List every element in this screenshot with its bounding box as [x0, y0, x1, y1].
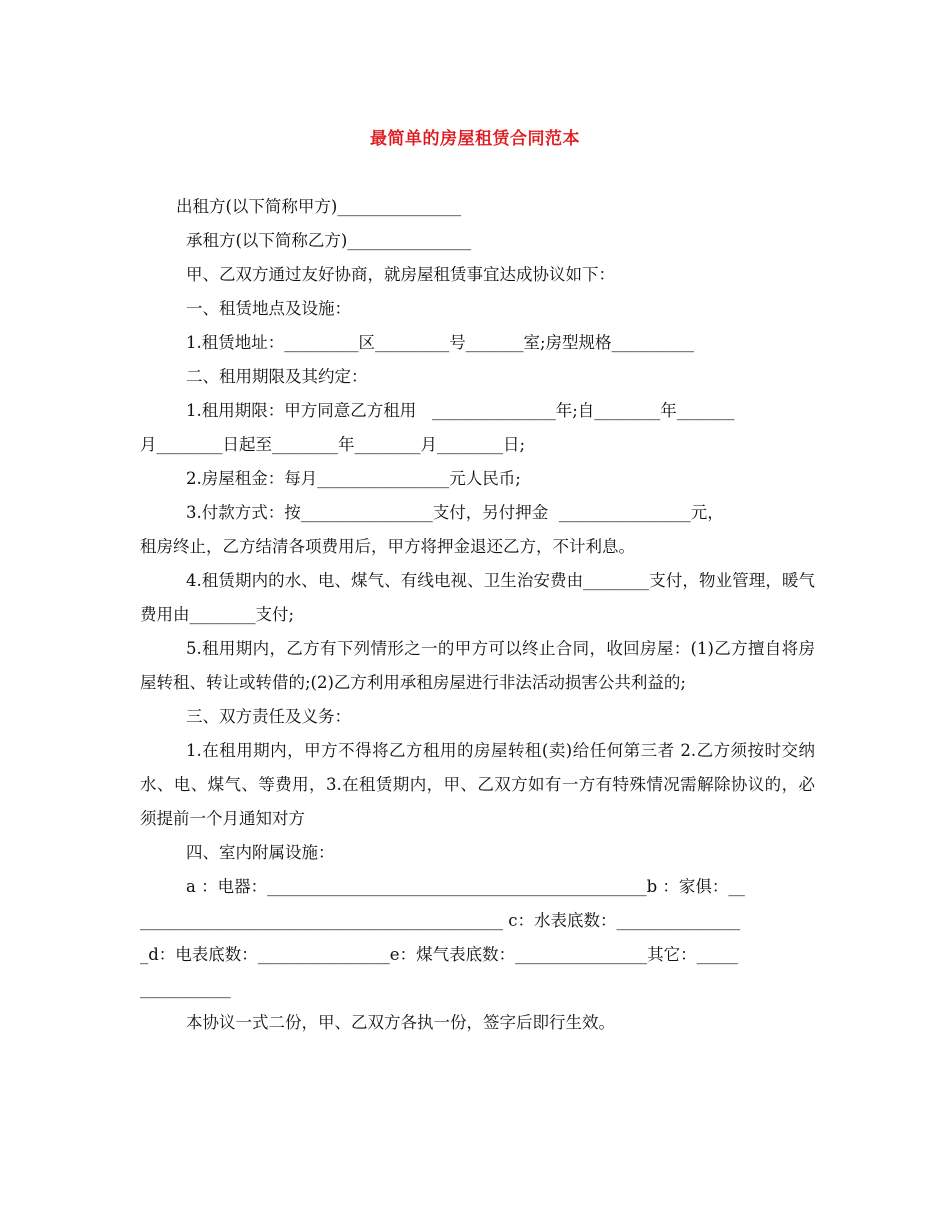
lessee-line: 承租方(以下简称乙方)_______________: [186, 231, 472, 250]
facilities-line-4: ___________: [140, 979, 231, 998]
closing-line: 本协议一式二份，甲、乙双方各执一份，签字后即行生效。: [186, 1013, 615, 1032]
responsibilities-paragraph: 1.在租用期内，甲方不得将乙方租用的房屋转租(卖)给任何第三者 2.乙方须按时交纳水、电、煤气、等费用，3.在租赁期内，甲、乙双方如有一方有特殊情况需解除协议的，必须提前一个月通知对方: [140, 741, 815, 828]
payment-method-continued: 租房终止，乙方结清各项费用后，甲方将押金退还乙方，不计利息。: [140, 537, 635, 556]
rental-term-line: 1.租用期限：甲方同意乙方租用 _______________年;自________年_______: [186, 401, 735, 420]
facilities-line-1: a ：电器：______________________________________________b ：家俱：__: [186, 877, 745, 896]
termination-paragraph: 5.租用期内，乙方有下列情形之一的甲方可以终止合同，收回房屋：(1)乙方擅自将房屋转租、转让或转借的;(2)乙方利用承租房屋进行非法活动损害公共利益的;: [140, 639, 815, 692]
payment-method-line: 3.付款方式：按________________支付，另付押金 ________________元，: [186, 503, 724, 522]
contract-body: [140, 190, 815, 1040]
section-1-heading: 一、租赁地点及设施：: [186, 299, 351, 318]
lessor-line: 出租方(以下简称甲方)_______________: [176, 197, 462, 216]
facilities-line-2: ____________________________________________ c：水表底数：_______________: [140, 911, 741, 930]
rent-line: 2.房屋租金：每月________________元人民币;: [186, 469, 521, 488]
facilities-line-3: _d：电表底数：________________e：煤气表底数：________________其它：_____: [140, 945, 738, 964]
rental-address-line: 1.租赁地址：_________区_________号_______室;房型规格__________: [186, 333, 695, 352]
document-title: 最简单的房屋租赁合同范本: [370, 129, 580, 149]
utilities-paragraph: 4.租赁期内的水、电、煤气、有线电视、卫生治安费由________支付，物业管理，暖气费用由________支付;: [140, 571, 815, 624]
intro-line: 甲、乙双方通过友好协商，就房屋租赁事宜达成协议如下：: [186, 265, 615, 284]
rental-term-continued: 月________日起至________年________月________日;: [140, 435, 526, 454]
section-2-heading: 二、租用期限及其约定：: [186, 367, 368, 386]
section-3-heading: 三、双方责任及义务：: [186, 707, 351, 726]
section-4-heading: 四、室内附属设施：: [186, 843, 335, 862]
